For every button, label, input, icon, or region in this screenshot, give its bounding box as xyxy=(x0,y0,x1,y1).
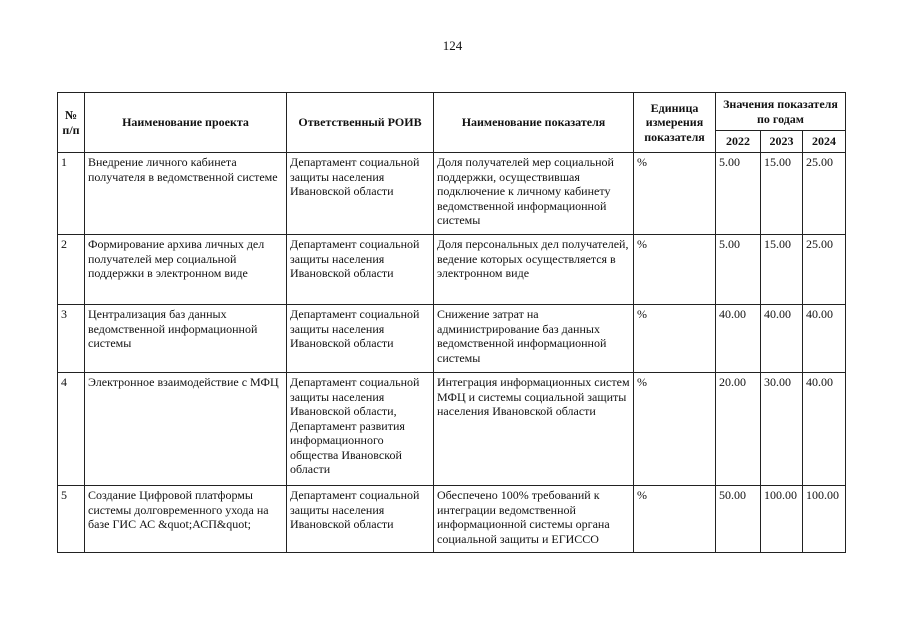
row-indicator: Обеспечено 100% требований к интеграции ведомственной информационной системы органа социальной защиты и ЕГИССО xyxy=(434,486,634,553)
header-year-2024: 2024 xyxy=(803,131,846,153)
row-roiv: Департамент социальной защиты населения Ивановской области xyxy=(287,235,434,305)
row-unit: % xyxy=(634,235,716,305)
row-value-2022: 5.00 xyxy=(716,235,761,305)
indicators-table xyxy=(57,92,846,553)
row-value-2022: 20.00 xyxy=(716,373,761,486)
row-indicator: Снижение затрат на администрирование баз данных ведомственной информационной системы xyxy=(434,305,634,373)
row-value-2022: 40.00 xyxy=(716,305,761,373)
table-row xyxy=(58,373,846,486)
row-num: 5 xyxy=(58,486,85,553)
header-roiv: Ответственный РОИВ xyxy=(287,93,434,153)
row-value-2024: 25.00 xyxy=(803,235,846,305)
header-unit: Единица измерения показателя xyxy=(634,93,716,153)
row-indicator: Интеграция информационных систем МФЦ и системы социальной защиты населения Ивановской области xyxy=(434,373,634,486)
row-project: Электронное взаимодействие с МФЦ xyxy=(85,373,287,486)
row-value-2023: 15.00 xyxy=(761,153,803,235)
row-num: 3 xyxy=(58,305,85,373)
row-num: 2 xyxy=(58,235,85,305)
table-row xyxy=(58,153,846,235)
header-year-2023: 2023 xyxy=(761,131,803,153)
row-value-2023: 30.00 xyxy=(761,373,803,486)
header-values: Значения показателя по годам xyxy=(716,93,846,131)
row-value-2024: 25.00 xyxy=(803,153,846,235)
row-unit: % xyxy=(634,486,716,553)
row-roiv: Департамент социальной защиты населения Ивановской области xyxy=(287,153,434,235)
row-value-2022: 5.00 xyxy=(716,153,761,235)
row-value-2023: 40.00 xyxy=(761,305,803,373)
row-num: 1 xyxy=(58,153,85,235)
header-num: № п/п xyxy=(58,93,85,153)
row-project: Централизация баз данных ведомственной информационной системы xyxy=(85,305,287,373)
header-indicator: Наименование показателя xyxy=(434,93,634,153)
row-value-2024: 40.00 xyxy=(803,305,846,373)
row-unit: % xyxy=(634,153,716,235)
header-project: Наименование проекта xyxy=(85,93,287,153)
row-indicator: Доля получателей мер социальной поддержки, осуществившая подключение к личному кабинету ведомственной информационной системы xyxy=(434,153,634,235)
row-unit: % xyxy=(634,373,716,486)
row-value-2023: 15.00 xyxy=(761,235,803,305)
row-value-2022: 50.00 xyxy=(716,486,761,553)
row-project: Создание Цифровой платформы системы долговременного ухода на базе ГИС АС &quot;АСП&quot; xyxy=(85,486,287,553)
row-num: 4 xyxy=(58,373,85,486)
table-row xyxy=(58,305,846,373)
table-row xyxy=(58,235,846,305)
row-project: Формирование архива личных дел получателей мер социальной поддержки в электронном виде xyxy=(85,235,287,305)
row-value-2024: 40.00 xyxy=(803,373,846,486)
row-roiv: Департамент социальной защиты населения Ивановской области xyxy=(287,486,434,553)
row-roiv: Департамент социальной защиты населения Ивановской области, Департамент развития информационного общества Ивановской области xyxy=(287,373,434,486)
row-indicator: Доля персональных дел получателей, ведение которых осуществляется в электронном виде xyxy=(434,235,634,305)
page-number: 124 xyxy=(442,38,463,53)
header-year-2022: 2022 xyxy=(716,131,761,153)
row-roiv: Департамент социальной защиты населения Ивановской области xyxy=(287,305,434,373)
table-row xyxy=(58,486,846,553)
row-project: Внедрение личного кабинета получателя в ведомственной системе xyxy=(85,153,287,235)
row-unit: % xyxy=(634,305,716,373)
row-value-2023: 100.00 xyxy=(761,486,803,553)
row-value-2024: 100.00 xyxy=(803,486,846,553)
